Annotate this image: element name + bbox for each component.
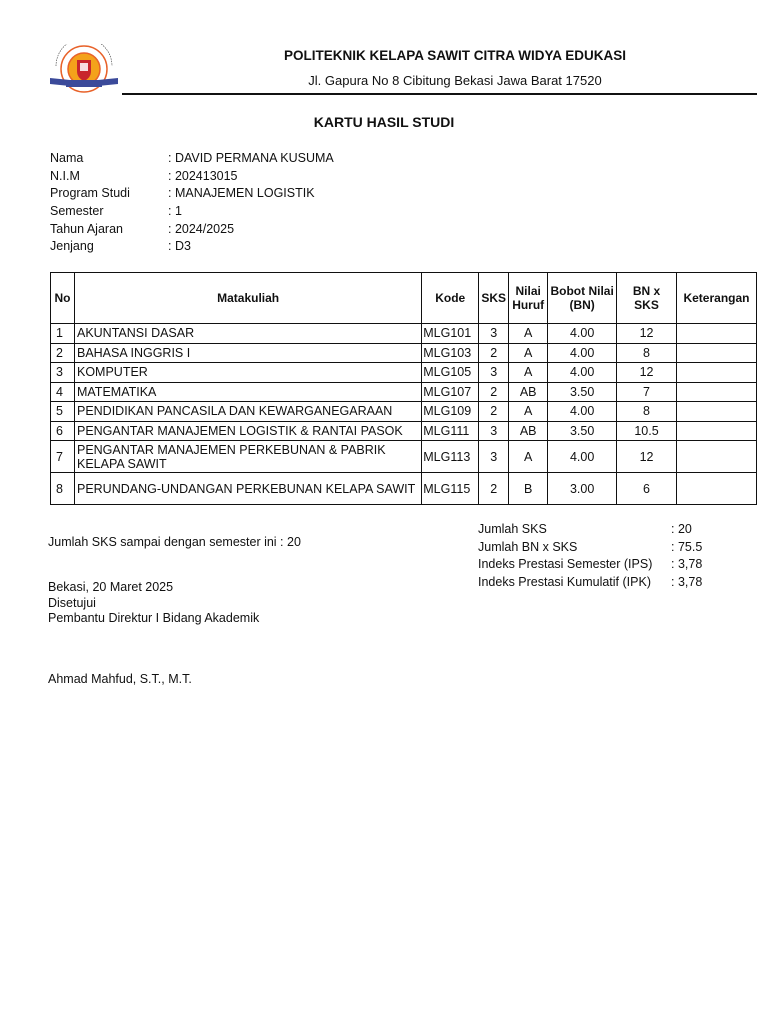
cell-matakuliah: KOMPUTER — [74, 363, 421, 383]
table-row — [51, 343, 757, 363]
summary-row — [478, 539, 702, 557]
cell-nilai: AB — [509, 382, 548, 402]
cell-no: 5 — [51, 402, 75, 422]
summary-row — [478, 521, 702, 539]
cell-matakuliah: PERUNDANG-UNDANGAN PERKEBUNAN KELAPA SAWIT — [74, 473, 421, 505]
header-keterangan: Keterangan — [676, 273, 756, 324]
cell-no: 2 — [51, 343, 75, 363]
cell-nilai: A — [509, 324, 548, 344]
info-label: N.I.M — [50, 168, 80, 183]
approved-label: Disetujui — [48, 595, 96, 610]
cell-matakuliah: BAHASA INGGRIS I — [74, 343, 421, 363]
table-row — [51, 473, 757, 505]
summary-label: Indeks Prestasi Semester (IPS) — [478, 557, 653, 572]
info-row-semester — [50, 203, 334, 221]
student-info — [50, 150, 334, 256]
document-title: KARTU HASIL STUDI — [313, 114, 455, 130]
summary-value: : 75.5 — [671, 539, 703, 554]
cell-kode: MLG111 — [422, 421, 479, 441]
cell-keterangan — [676, 324, 756, 344]
cell-kode: MLG109 — [422, 402, 479, 422]
info-row-name — [50, 150, 334, 168]
info-row-level — [50, 238, 334, 256]
info-row-year — [50, 221, 334, 239]
cell-bobot: 4.00 — [548, 402, 617, 422]
info-label: Tahun Ajaran — [50, 221, 123, 236]
cell-bobot: 3.00 — [548, 473, 617, 505]
cell-bn-sks: 8 — [617, 343, 677, 363]
cell-no: 4 — [51, 382, 75, 402]
info-label: Jenjang — [50, 239, 94, 254]
summary-row — [478, 556, 702, 574]
table-row — [51, 324, 757, 344]
info-value: : D3 — [168, 239, 191, 254]
cell-no: 7 — [51, 441, 75, 473]
cell-matakuliah: AKUNTANSI DASAR — [74, 324, 421, 344]
cell-no: 6 — [51, 421, 75, 441]
summary-value: : 3,78 — [671, 557, 703, 572]
cell-bn-sks: 12 — [617, 441, 677, 473]
cell-bobot: 4.00 — [548, 363, 617, 383]
cell-sks: 2 — [479, 343, 509, 363]
cell-nilai: B — [509, 473, 548, 505]
cell-bn-sks: 6 — [617, 473, 677, 505]
cell-sks: 3 — [479, 421, 509, 441]
cell-sks: 2 — [479, 473, 509, 505]
summary-label: Jumlah BN x SKS — [478, 539, 578, 554]
summary-value: : 20 — [671, 522, 692, 536]
info-value: : 202413015 — [168, 168, 238, 183]
cell-kode: MLG115 — [422, 473, 479, 505]
cell-nilai: A — [509, 441, 548, 473]
info-value: : 2024/2025 — [168, 221, 235, 236]
cell-sks: 3 — [479, 441, 509, 473]
grade-summary — [478, 521, 702, 592]
info-label: Nama — [50, 151, 84, 165]
cell-bn-sks: 8 — [617, 402, 677, 422]
cell-nilai: A — [509, 363, 548, 383]
cell-keterangan — [676, 441, 756, 473]
institution-logo — [46, 44, 122, 96]
cell-keterangan — [676, 343, 756, 363]
summary-row — [478, 574, 702, 592]
info-label: Semester — [50, 204, 104, 219]
header-no: No — [51, 273, 75, 324]
header-sks: SKS — [479, 273, 509, 324]
table-row — [51, 441, 757, 473]
table-row — [51, 421, 757, 441]
cell-no: 3 — [51, 363, 75, 383]
cell-kode: MLG103 — [422, 343, 479, 363]
table-row — [51, 382, 757, 402]
header-kode: Kode — [422, 273, 479, 324]
cell-bobot: 3.50 — [548, 382, 617, 402]
cell-kode: MLG101 — [422, 324, 479, 344]
cell-keterangan — [676, 473, 756, 505]
summary-label: Jumlah SKS — [478, 522, 547, 536]
header-matakuliah: Matakuliah — [74, 273, 421, 324]
cell-bn-sks: 10.5 — [617, 421, 677, 441]
cell-kode: MLG113 — [422, 441, 479, 473]
total-sks-text: Jumlah SKS sampai dengan semester ini : 20 — [48, 535, 301, 549]
cell-bobot: 4.00 — [548, 324, 617, 344]
info-value: : 1 — [168, 204, 182, 219]
signer-name: Ahmad Mahfud, S.T., M.T. — [48, 672, 192, 686]
cell-bn-sks: 7 — [617, 382, 677, 402]
header-bn-sks: BN x SKS — [617, 273, 677, 324]
cell-sks: 2 — [479, 382, 509, 402]
cell-matakuliah: PENDIDIKAN PANCASILA DAN KEWARGANEGARAAN — [74, 402, 421, 422]
header-divider — [122, 93, 757, 95]
cell-no: 1 — [51, 324, 75, 344]
cell-nilai: A — [509, 402, 548, 422]
cell-sks: 3 — [479, 324, 509, 344]
cell-bn-sks: 12 — [617, 324, 677, 344]
cell-nilai: A — [509, 343, 548, 363]
cell-keterangan — [676, 363, 756, 383]
info-value: : DAVID PERMANA KUSUMA — [168, 151, 334, 165]
institution-name: POLITEKNIK KELAPA SAWIT CITRA WIDYA EDUKASI — [283, 48, 626, 63]
cell-nilai: AB — [509, 421, 548, 441]
cell-keterangan — [676, 421, 756, 441]
cell-keterangan — [676, 402, 756, 422]
cell-bn-sks: 12 — [617, 363, 677, 383]
table-row — [51, 402, 757, 422]
cell-sks: 2 — [479, 402, 509, 422]
cell-kode: MLG107 — [422, 382, 479, 402]
cell-matakuliah: MATEMATIKA — [74, 382, 421, 402]
info-value: : MANAJEMEN LOGISTIK — [168, 186, 315, 201]
header-nilai-huruf: Nilai Huruf — [509, 273, 548, 324]
cell-bobot: 4.00 — [548, 343, 617, 363]
cell-kode: MLG105 — [422, 363, 479, 383]
summary-label: Indeks Prestasi Kumulatif (IPK) — [478, 575, 651, 590]
institution-address: Jl. Gapura No 8 Cibitung Bekasi Jawa Barat 17520 — [308, 73, 602, 88]
info-row-program — [50, 185, 334, 203]
header-bobot: Bobot Nilai (BN) — [548, 273, 617, 324]
cell-bobot: 4.00 — [548, 441, 617, 473]
cell-bobot: 3.50 — [548, 421, 617, 441]
summary-value: : 3,78 — [671, 575, 703, 590]
cell-matakuliah: PENGANTAR MANAJEMEN PERKEBUNAN & PABRIK KELAPA SAWIT — [74, 441, 421, 473]
cell-keterangan — [676, 382, 756, 402]
cell-no: 8 — [51, 473, 75, 505]
place-date: Bekasi, 20 Maret 2025 — [48, 580, 174, 594]
info-row-nim — [50, 168, 334, 186]
cell-sks: 3 — [479, 363, 509, 383]
signature-block — [48, 580, 259, 627]
signer-position: Pembantu Direktur I Bidang Akademik — [48, 611, 260, 625]
table-row — [51, 363, 757, 383]
table-header-row — [51, 273, 757, 324]
grades-table — [50, 272, 757, 505]
info-label: Program Studi — [50, 186, 130, 201]
cell-matakuliah: PENGANTAR MANAJEMEN LOGISTIK & RANTAI PASOK — [74, 421, 421, 441]
